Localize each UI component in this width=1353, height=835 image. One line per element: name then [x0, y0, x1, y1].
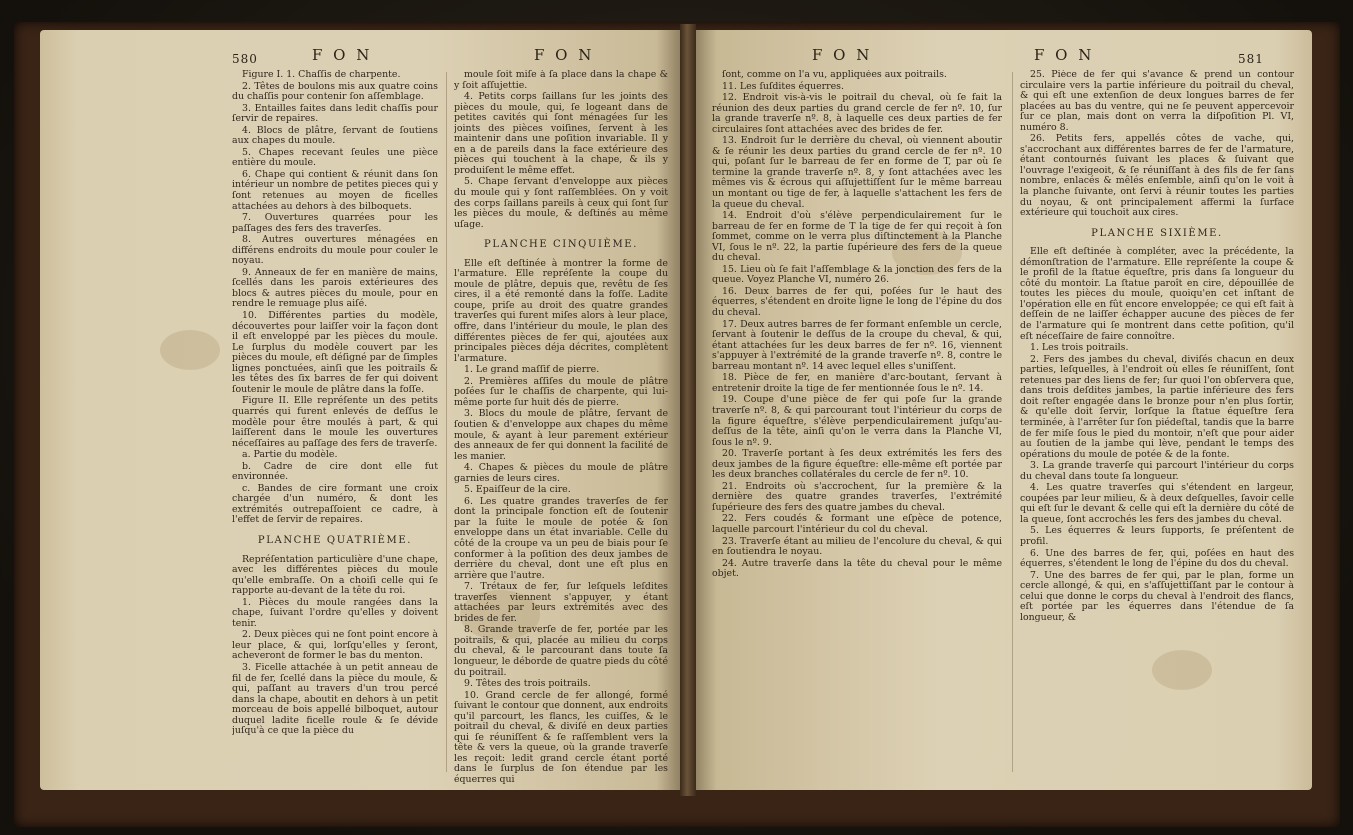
- left-page-number: 580: [232, 52, 258, 66]
- left-head-word-inner: F O N: [534, 46, 595, 64]
- paragraph: 4. Petits corps ſaillans ſur les joints des pièces du moule, qui, ſe logeant dans de petites cavités qui ſont ménagées ſur les joints des pièces voiſines, ſervent à les maintenir dans une poſition invariable. Il y en a de pareils dans la face extérieure des pièces qui touchent à la chape, & ils y produiſent le même effet.: [454, 91, 668, 176]
- paragraph: 2. Fers des jambes du cheval, diviſés chacun en deux parties, leſquelles, à l'endroit où elles ſe réuniſſent, ſont retenues par des liens de fer; ſur quoi l'on obſervera que, dans trois deſdites jambes, la partie inférieure des fers doit reſter engagée dans le bronze pour n'en plus ſortir, & qu'elle doit ſervir, lorſque la ſtatue équeſtre ſera terminée, à l'arrêter ſur ſon piédeſtal, tandis que la barre de fer miſe ſous le pied du montoir, n'eſt que pour aider au ſoutien de la jambe qui lève, pendant le temps des opérations du moule de potée & de la fonte.: [1020, 353, 1294, 460]
- paragraph: 11. Les ſuſdites équerres.: [722, 80, 844, 92]
- book-gutter: [680, 24, 696, 796]
- paragraph: Elle eſt deſtinée à montrer la forme de l'armature. Elle repréſente la coupe du moule de plâtre, depuis que, revêtu de ſes cires, il a été remonté dans la foſſe. Ladite coupe, priſe au droit des quatre grandes traverſes qui furent miſes alors à leur place, offre, dans l'intérieur du moule, le plan des différentes pièces de fer qui, ajoutées aux principales pièces déja décrites, complètent l'armature.: [454, 257, 668, 364]
- paragraph: 19. Coupe d'une pièce de fer qui poſe ſur la grande traverſe nº. 8, & qui parcourant tout l'intérieur du corps de la figure équeſtre, s'élève perpendiculairement juſqu'au-deſſus de la tête, ainſi qu'on le verra dans la Planche VI, ſous le nº. 9.: [712, 394, 1002, 448]
- paragraph: 14. Endroit d'où s'élève perpendiculairement ſur le barreau de fer en forme de T la tige de fer qui reçoit à ſon ſommet, comme on le verra plus diſtinctement à la Planche VI, ſous le nº. 22, la partie ſupérieure des fers de la queue du cheval.: [712, 210, 1002, 264]
- plate-heading: PLANCHE QUATRIÈME.: [257, 534, 413, 546]
- paragraph: 6. Les quatre grandes traverſes de fer dont la principale fonction eſt de ſoutenir par la ſuite le moule de potée & ſon enveloppe dans un état invariable. Celle du côté de la croupe va un peu de biais pour ſe conformer à la poſition des deux jambes de derrière du cheval, dont une eſt plus en arrière que l'autre.: [454, 495, 668, 581]
- paragraph: ſont, comme on l'a vu, appliquées aux poitrails.: [722, 70, 947, 80]
- right-head-word-inner: F O N: [812, 46, 873, 64]
- paragraph: 21. Endroits où s'accrochent, ſur la première & la dernière des quatre grandes traverſes, l'extrémité ſupérieure des fers des quatre jambes du cheval.: [712, 480, 1002, 513]
- paragraph: Figure I. 1. Chaſſis de charpente.: [242, 70, 401, 80]
- paragraph: 4. Chapes & pièces du moule de plâtre garnies de leurs cires.: [454, 462, 668, 484]
- paragraph: 5. Chape ſervant d'enveloppe aux pièces du moule qui y ſont raſſemblées. On y voit des corps ſaillans pareils à ceux qui ſont ſur les pièces du moule, & deſtinés au même uſage.: [454, 176, 668, 230]
- left-head-word-outer: F O N: [312, 46, 373, 64]
- paragraph: 25. Pièce de fer qui s'avance & prend un contour circulaire vers la partie inférieure du poitrail du cheval, & qui eſt une extenſion de deux longues barres de fer placées au bas du ventre, qui ne ſe peuvent appercevoir ſur ce plan, mais dont on verra la diſpoſition Pl. VI, numéro 8.: [1020, 70, 1294, 133]
- paragraph: 6. Chape qui contient & réunit dans ſon intérieur un nombre de petites pieces qui y ſont retenues au moyen de ficelles attachées au dehors à des bilboquets.: [232, 168, 438, 212]
- paragraph: 2. Têtes de boulons mis aux quatre coins du chaſſis pour contenir ſon aſſemblage.: [232, 80, 438, 103]
- paragraph: 9. Têtes des trois poitrails.: [464, 678, 591, 690]
- paragraph: 15. Lieu où ſe fait l'aſſemblage & la jonction des fers de la queue. Voyez Planche VI, numéro 26.: [712, 263, 1002, 286]
- paragraph: 4. Les quatre traverſes qui s'étendent en largeur, coupées par leur milieu, & à deux deſquelles, ſavoir celle qui eſt ſur le devant & celle qui eſt la dernière du côté de la queue, ſont accrochés les fers des jambes du cheval.: [1020, 482, 1294, 525]
- paragraph: a. Partie du modèle.: [242, 449, 338, 461]
- paragraph: 16. Deux barres de fer qui, poſées ſur le haut des équerres, s'étendent en droite ligne le long de l'épine du dos du cheval.: [712, 285, 1002, 319]
- paragraph: c. Bandes de cire formant une croix chargée d'un numéro, & dont les extrémités outrepaſſoient ce cadre, à l'effet de ſervir de repaires.: [232, 482, 438, 526]
- right-page-column-1: [712, 70, 1002, 790]
- paragraph: 23. Traverſe étant au milieu de l'encolure du cheval, & qui en ſoutiendra le noyau.: [712, 535, 1002, 558]
- paragraph: 18. Pièce de fer, en manière d'arc-boutant, ſervant à entretenir droite la tige de fer mentionnée ſous le nº. 14.: [712, 372, 1002, 394]
- paragraph: moule ſoit miſe à ſa place dans la chape & y ſoit aſſujettie.: [454, 70, 668, 91]
- paragraph: 5. Chapes recevant ſeules une pièce entière du moule.: [232, 146, 438, 169]
- paragraph: 10. Différentes parties du modèle, découvertes pour laiſſer voir la façon dont il eſt enveloppé par les pièces du moule. Le ſurplus du modèle couvert par les pièces du moule, eſt déſigné par de ſimples lignes ponctuées, ainſi que les poitrails & les têtes des ſix barres de fer qui doivent ſoutenir le moule de plâtre dans la foſſe.: [232, 310, 438, 395]
- paragraph: 5. Epaiſſeur de la cire.: [464, 484, 571, 496]
- paragraph: 2. Deux pièces qui ne ſont point encore à leur place, & qui, lorſqu'elles y ſeront, acheveront de former le bas du menton.: [232, 629, 438, 662]
- plate-heading: PLANCHE CINQUIÈME.: [484, 239, 638, 251]
- paragraph: 1. Pièces du moule rangées dans la chape, ſuivant l'ordre qu'elles y doivent tenir.: [232, 596, 438, 629]
- paragraph: 5. Les équerres & leurs ſupports, ſe préſentent de profil.: [1020, 525, 1294, 547]
- paragraph: 6. Une des barres de fer, qui, poſées en haut des équerres, s'étendent le long de l'épine du dos du cheval.: [1020, 547, 1294, 570]
- paragraph: 22. Fers coudés & formant une eſpèce de potence, laquelle parcourt l'intérieur du col du cheval.: [712, 513, 1002, 535]
- left-page-column-1: [232, 70, 438, 790]
- paragraph: 13. Endroit ſur le derrière du cheval, où viennent aboutir & ſe réunir les deux parties du grand cercle de fer nº. 10 qui, poſant ſur le barreau de fer en forme de T, par où ſe termine la grande traverſe nº. 8, y ſont attachées avec les mêmes vis & écrous qui aſſujettiſſent ſur le même barreau un montant ou tige de fer, à laquelle s'attachent les fers de la queue du cheval.: [712, 135, 1002, 210]
- paragraph: 17. Deux autres barres de fer formant enſemble un cercle, ſervant à ſoutenir le deſſus de la croupe du cheval, & qui, étant attachées ſur les deux barres de fer nº. 16, viennent s'appuyer à l'extrémité de la grande traverſe nº. 8, contre le barreau montant nº. 14 avec lequel elles s'uniſſent.: [712, 318, 1002, 372]
- paper-stain: [160, 330, 220, 370]
- paragraph: 7. Une des barres de fer qui, par le plan, forme un cercle allongé, & qui, en s'aſſujettiſſant par le contour à celui que donne le corps du cheval à l'endroit des flancs, eſt portée par les équerres dans l'étendue de ſa longueur, &: [1020, 569, 1294, 623]
- paragraph: 7. Trétaux de fer, ſur leſquels leſdites traverſes viennent s'appuyer, y étant attachées par leurs extrémités avec des brides de fer.: [454, 581, 668, 624]
- paragraph: 7. Ouvertures quarrées pour les paſſages des fers des traverſes.: [232, 212, 438, 234]
- paragraph: b. Cadre de cire dont elle fut environnée.: [232, 460, 438, 483]
- right-column-rule: [1012, 72, 1013, 772]
- paragraph: 10. Grand cercle de fer allongé, formé ſuivant le contour que donnent, aux endroits qu'il parcourt, les flancs, les cuiſſes, & le poitrail du cheval, & diviſé en deux parties qui ſe réuniſſent & ſe raſſemblent vers la tête & vers la queue, où la grande traverſe les reçoit: ledit grand cercle étant porté dans le ſurplus de ſon étendue par les équerres qui: [454, 689, 668, 785]
- right-head-word-outer: F O N: [1034, 46, 1095, 64]
- plate-heading: PLANCHE SIXIÈME.: [1091, 227, 1223, 239]
- right-page-number: 581: [1238, 52, 1264, 66]
- paragraph: 24. Autre traverſe dans la tête du cheval pour le même objet.: [712, 557, 1002, 580]
- paragraph: 1. Les trois poitrails.: [1030, 342, 1129, 354]
- left-running-head: [232, 46, 672, 68]
- paragraph: 9. Anneaux de fer en manière de mains, ſcellés dans les parois extérieures des blocs & autres pièces du moule, pour en rendre le remuage plus aiſé.: [232, 266, 438, 310]
- right-running-head: [812, 46, 1282, 68]
- paragraph: 20. Traverſe portant à ſes deux extrémités les fers des deux jambes de la figure équeſtre: elle-même eſt portée par les deux branches collatérales du cercle de fer nº. 10.: [712, 448, 1002, 481]
- paragraph: Figure II. Elle repréſente un des petits quarrés qui furent enlevés de deſſus le modèle pour être moulés à part, & qui laiſſerent dans le moule les ouvertures néceſſaires au paſſage des fers de traverſe.: [232, 395, 438, 449]
- paragraph: 4. Blocs de plâtre, ſervant de ſoutiens aux chapes du moule.: [232, 124, 438, 147]
- paragraph: Elle eſt deſtinée à compléter, avec la précédente, la démonſtration de l'armature. Elle repréſente la coupe & le profil de la ſtatue équeſtre, pris dans ſa longueur du côté du montoir. La ſtatue paroît en cire, dépouillée de toutes les pièces du moule, quoiqu'en cet inſtant de l'opération elle en fût encore enveloppée; ce qui eſt fait à deſſein de ne laiſſer échapper aucune des pièces de fer de l'armature qui ſe montrent dans cette poſition, qu'il eſt néceſſaire de faire connoître.: [1020, 246, 1294, 342]
- paragraph: 8. Autres ouvertures ménagées en différens endroits du moule pour couler le noyau.: [232, 234, 438, 267]
- paragraph: 3. Entailles faites dans ledit chaſſis pour ſervir de repaires.: [232, 102, 438, 125]
- paragraph: 3. Blocs du moule de plâtre, ſervant de ſoutien & d'enveloppe aux chapes du même moule, & ayant à leur parement extérieur des anneaux de fer qui donnent la facilité de les manier.: [454, 408, 668, 462]
- paragraph: 1. Le grand maſſif de pierre.: [464, 364, 600, 376]
- paragraph: 8. Grande traverſe de fer, portée par les poitrails, & qui, placée au milieu du corps du cheval, & le parcourant dans toute ſa longueur, le déborde de quatre pieds du côté du poitrail.: [454, 624, 668, 678]
- left-page-column-2: [454, 70, 668, 790]
- paragraph: 26. Petits fers, appellés côtes de vache, qui, s'accrochant aux différentes barres de fer de l'armature, étant contournés ſuivant les places & ſuivant que l'ouvrage l'exigeoit, & ſe réuniſſant à des fils de fer ſans nombre, enlacés & mêlés enſemble, ainſi qu'on le voit à la planche ſuivante, ont ſervi à réunir toutes les parties du noyau, & ont principalement affermi la ſurface extérieure qui touchoit aux cires.: [1020, 133, 1294, 219]
- right-page-column-2: [1020, 70, 1294, 790]
- paragraph: 3. Ficelle attachée à un petit anneau de fil de fer, ſcellé dans la pièce du moule, & qui, paſſant au travers d'un trou percé dans la chape, aboutit en dehors à un petit morceau de bois appellé bilboquet, autour duquel ladite ficelle roule & ſe dévide juſqu'à ce que la pièce du: [232, 661, 438, 737]
- paragraph: 12. Endroit vis-à-vis le poitrail du cheval, où ſe fait la réunion des deux parties du grand cercle de fer nº. 10, ſur la grande traverſe nº. 8, à laquelle ces deux parties de fer circulaires ſont attachées avec des brides de fer.: [712, 92, 1002, 135]
- left-column-rule: [446, 72, 447, 772]
- paragraph: 3. La grande traverſe qui parcourt l'intérieur du corps du cheval dans toute ſa longueur.: [1020, 460, 1294, 482]
- paragraph: 2. Premières aſſiſes du moule de plâtre poſées ſur le chaſſis de charpente, qui lui-même porte ſur huit dés de pierre.: [454, 375, 668, 408]
- paragraph: Repréſentation particulière d'une chape, avec les différentes pièces du moule qu'elle embraſſe. On a choiſi celle qui ſe rapporte au-devant de la tête du roi.: [232, 553, 438, 597]
